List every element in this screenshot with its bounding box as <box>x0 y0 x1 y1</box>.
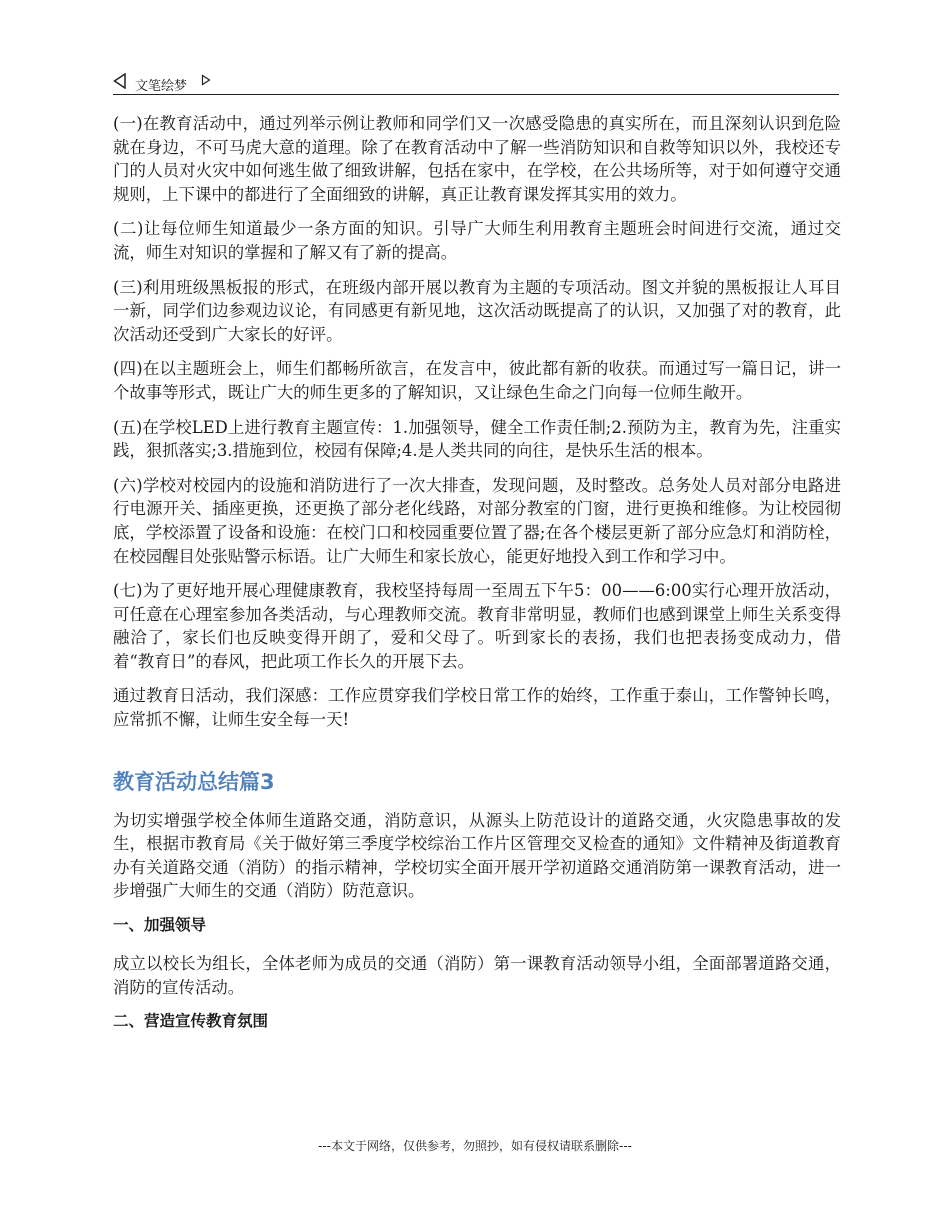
subsection-text: 成立以校长为组长，全体老师为成员的交通（消防）第一课教育活动领导小组，全面部署道路交通，消防的宣传活动。 <box>113 954 841 997</box>
subsection-title: 二、营造宣传教育氛围 <box>113 1012 269 1031</box>
paragraph: (一)在教育活动中，通过列举示例让教师和同学们又一次感受隐患的真实所在，而且深刻认识到危险就在身边，不可马虎大意的道理。除了在教育活动中了解一些消防知识和自救等知识以外，我校还专门的人员对火灾中如何逃生做了细致讲解，包括在家中，在学校，在公共场所等，对于如何遵守交通规则，上下课中的都进行了全面细致的讲解，真正让教育课发挥其实用的效力。 <box>113 114 841 204</box>
paragraph: 通过教育日活动，我们深感：工作应贯穿我们学校日常工作的始终，工作重于泰山，工作警钟长鸣，应常抓不懈，让师生安全每一天! <box>113 686 841 730</box>
triangle-right-outline-icon <box>201 74 211 90</box>
paragraph: (七)为了更好地开展心理健康教育，我校坚持每周一至周五下午5：00——6:00实行心理开放活动，可任意在心理室参加各类活动，与心理教师交流。教育非常明显，教师们也感到课堂上师生关系变得融洽了，家长们也反映变得开朗了，爱和父母了。听到家长的表扬，我们也把表扬变成动力，借着“教育日”的春风，把此项工作长久的开展下去。 <box>113 581 841 671</box>
triangle-left-outline-icon <box>113 73 127 93</box>
subsection-title: 一、加强领导 <box>113 916 207 935</box>
page-footer: ---本文于网络，仅供参考，勿照抄，如有侵权请联系删除--- <box>318 1139 632 1153</box>
header-brand: 文笔绘梦 <box>135 79 188 94</box>
section-title: 教育活动总结篇3 <box>113 769 275 794</box>
section-intro: 为切实增强学校全体师生道路交通，消防意识，从源头上防范设计的道路交通，火灾隐患事故的发生，根据市教育局《关于做好第三季度学校综治工作片区管理交叉检查的通知》文件精神及街道教育办有关道路交通（消防）的指示精神，学校切实全面开展开学初道路交通消防第一课教育活动，进一步增强广大师生的交通（消防）防范意识。 <box>113 810 841 901</box>
paragraph: (五)在学校LED上进行教育主题宣传：1.加强领导，健全工作责任制;2.预防为主，教育为先，注重实践，狠抓落实;3.措施到位，校园有保障;4.是人类共同的向往，是快乐生活的根本。 <box>113 417 841 461</box>
paragraph: (二)让每位师生知道最少一条方面的知识。引导广大师生利用教育主题班会时间进行交流，通过交流，师生对知识的掌握和了解又有了新的提高。 <box>113 219 841 262</box>
page-header <box>113 72 839 95</box>
paragraph: (六)学校对校园内的设施和消防进行了一次大排查，发现问题，及时整改。总务处人员对部分电路进行电源开关、插座更换，还更换了部分老化线路，对部分教室的门窗，进行更换和维修。为让校园彻底，学校添置了设备和设施：在校门口和校园重要位置了器;在各个楼层更新了部分应急灯和消防栓，在校园醒目处张贴警示标语。让广大师生和家长放心，能更好地投入到工作和学习中。 <box>113 475 841 566</box>
paragraph: (三)利用班级黑板报的形式，在班级内部开展以教育为主题的专项活动。图文并貌的黑板报让人耳目一新，同学们边参观边议论，有同感更有新见地，这次活动既提高了的认识，又加强了对的教育，此次活动还受到广大家长的好评。 <box>113 277 841 344</box>
document-body <box>113 112 841 1048</box>
paragraph: (四)在以主题班会上，师生们都畅所欲言，在发言中，彼此都有新的收获。而通过写一篇日记，讲一个故事等形式，既让广大的师生更多的了解知识，又让绿色生命之门向每一位师生敞开。 <box>113 359 841 402</box>
